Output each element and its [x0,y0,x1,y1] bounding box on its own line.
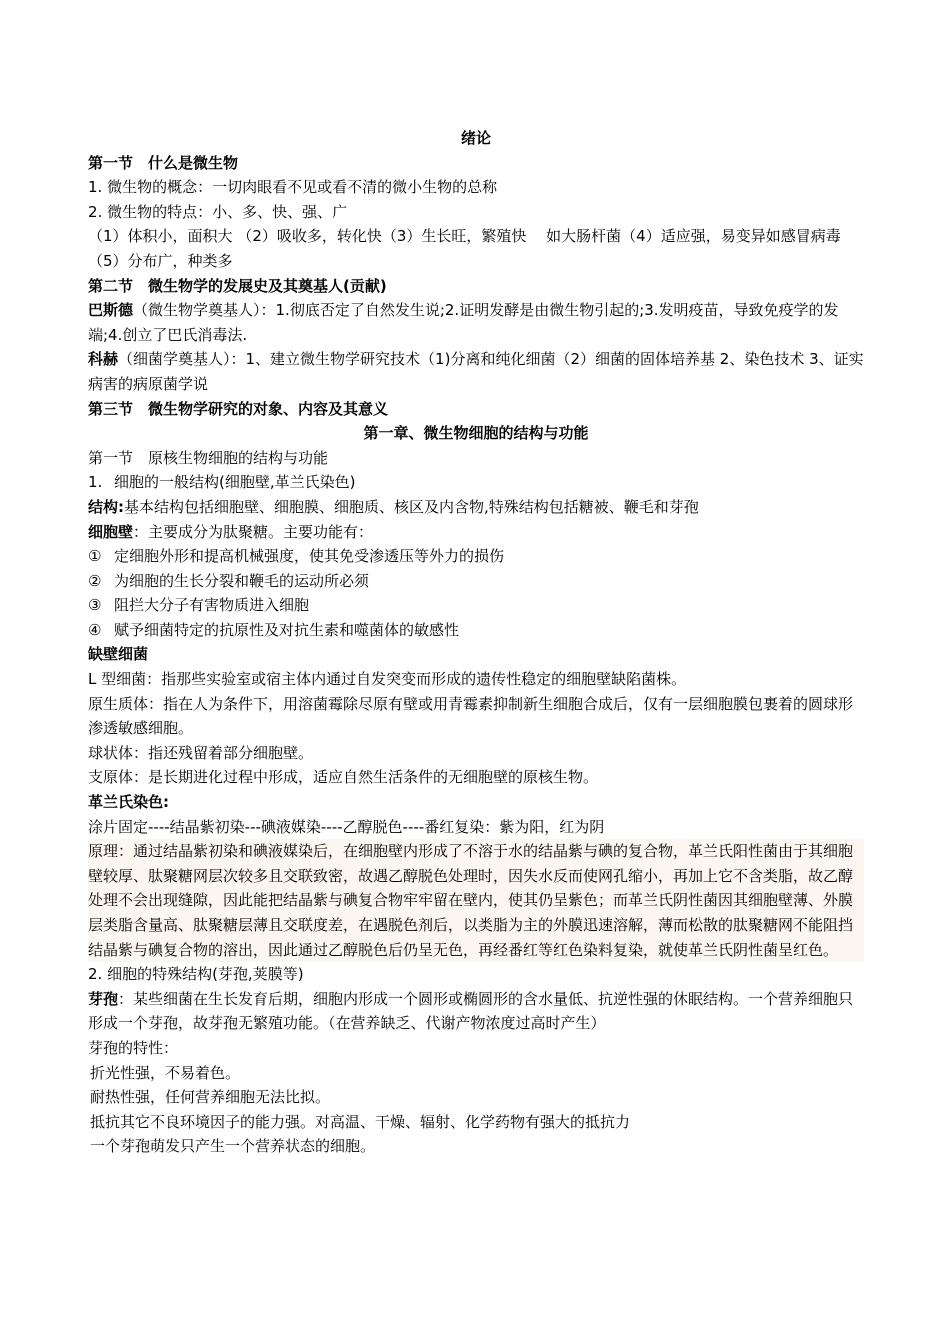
paragraph-structure [88,495,864,520]
list-item-text: 阻拦大分子有害物质进入细胞 [114,596,310,615]
koch-name: 科赫 [88,350,119,369]
item-number: 1. [88,473,103,492]
spore-text: ：某些细菌在生长发育后期，细胞内形成一个圆形或椭圆形的含水量低、抗逆性强的休眠结构。一个营养细胞只形成一个芽孢，故芽孢无繁殖功能。（在营养缺乏、代谢产物浓度过高时产生） [88,989,854,1033]
list-item [88,593,864,618]
paragraph-spore [88,987,864,1036]
cell-wall-text: ：主要成分为肽聚糖。主要功能有： [133,522,374,541]
list-item [88,569,864,594]
list-item-number: ① [88,547,102,566]
paragraph-cell-wall [88,520,864,545]
spore-label: 芽孢 [88,989,119,1008]
structure-text: 基本结构包括细胞壁、细胞膜、细胞质、核区及内含物,特殊结构包括糖被、鞭毛和芽孢 [124,497,699,516]
list-item-text: 定细胞外形和提高机械强度，使其免受渗透压等外力的损伤 [114,547,505,566]
chapter-section-1: 第一节 原核生物细胞的结构与功能 [88,448,329,467]
pasteur-text: （微生物学奠基人）：1.彻底否定了自然发生说;2.证明发酵是由微生物引起的;3.发明疫苗，导致免疫学的发端;4.创立了巴氏消毒法. [88,301,839,344]
list-item: 折光性强，不易着色。 [90,1063,241,1082]
list-item-number: ③ [88,596,102,615]
list-item: 耐热性强，任何营养细胞无法比拟。 [90,1088,331,1107]
list-item-text: 为细胞的生长分裂和鞭毛的运动所必须 [114,571,370,590]
paragraph-feature-list: （1）体积小，面积大 （2）吸收多，转化快（3）生长旺，繁殖快 如大肠杆菌（4）适应强，易变异如感冒病毒（5）分布广，种类多 [88,227,841,270]
section-heading-3: 第三节 微生物学研究的对象、内容及其意义 [88,399,389,418]
chapter-title: 第一章、微生物细胞的结构与功能 [363,424,589,443]
paragraph-concept: 1. 微生物的概念：一切肉眼看不见或看不清的微小生物的总称 [88,178,498,197]
list-item-text: 赋予细菌特定的抗原性及对抗生素和噬菌体的敏感性 [114,620,460,639]
defect-heading: 缺壁细菌 [88,645,149,664]
gram-heading: 革兰氏染色: [88,793,169,812]
paragraph-mycoplasma: 支原体：是长期进化过程中形成，适应自然生活条件的无细胞壁的原核生物。 [88,768,599,787]
list-item [88,544,864,569]
pasteur-name: 巴斯德 [88,301,134,320]
document-body [88,126,864,1159]
list-item: 一个芽孢萌发只产生一个营养状态的细胞。 [90,1137,376,1156]
list-item-number: ④ [88,620,102,639]
paragraph-l-form: L 型细菌：指那些实验室或宿主体内通过自发突变而形成的遗传性稳定的细胞壁缺陷菌株。 [88,670,687,689]
gram-principle: 原理：通过结晶紫初染和碘液媒染后，在细胞壁内形成了不溶于水的结晶紫与碘的复合物，革兰氏阳性菌由于其细胞壁较厚、肽聚糖网层次较多且交联致密，故遇乙醇脱色处理时，因失水反而使网孔缩小，再加上它不含类脂，故乙醇处理不会出现缝隙，因此能把结晶紫与碘复合物牢牢留在壁内，使其仍呈紫色；而革兰氏阴性菌因其细胞壁薄、外膜层类脂含量高、肽聚糖层薄且交联度差，在遇脱色剂后，以类脂为主的外膜迅速溶解，薄而松散的肽聚糖网不能阻挡结晶紫与碘复合物的溶出，因此通过乙醇脱色后仍呈无色，再经番红等红色染料复染，就使革兰氏阴性菌呈红色。 [88,839,864,962]
paragraph-features: 2. 微生物的特点：小、多、快、强、广 [88,202,348,221]
spore-properties-heading: 芽孢的特性： [88,1038,179,1057]
section-heading-2: 第二节 微生物学的发展史及其奠基人(贡献) [88,276,387,295]
paragraph-pasteur [88,298,864,347]
paragraph-spheroplast: 球状体：指还残留着部分细胞壁。 [88,743,314,762]
cell-wall-label: 细胞壁 [88,522,134,541]
list-item: 抵抗其它不良环境因子的能力强。对高温、干燥、辐射、化学药物有强大的抵抗力 [90,1112,631,1131]
paragraph-special-structure: 2. 细胞的特殊结构(芽孢,荚膜等) [88,965,304,984]
gram-steps: 涂片固定----结晶紫初染---碘液媒染----乙醇脱色----番红复染：紫为阳，红为阴 [88,817,605,836]
list-item-number: ② [88,571,102,590]
chapter-item-1 [88,470,864,495]
structure-label: 结构: [88,497,124,516]
section-heading-1: 第一节 什么是微生物 [88,153,239,172]
paragraph-protoplast: 原生质体：指在人为条件下，用溶菌霉除尽原有壁或用青霉素抑制新生细胞合成后，仅有一层细胞膜包裹着的圆球形渗透敏感细胞。 [88,694,854,738]
paragraph-koch [88,347,864,396]
item-text: 细胞的一般结构(细胞壁,革兰氏染色) [114,473,356,492]
page-title: 绪论 [460,129,491,147]
koch-text: （细菌学奠基人）：1、建立微生物学研究技术（1)分离和纯化细菌（2）细菌的固体培养基 2、染色技术 3、证实病害的病原菌学说 [88,350,864,393]
list-item [88,618,864,643]
